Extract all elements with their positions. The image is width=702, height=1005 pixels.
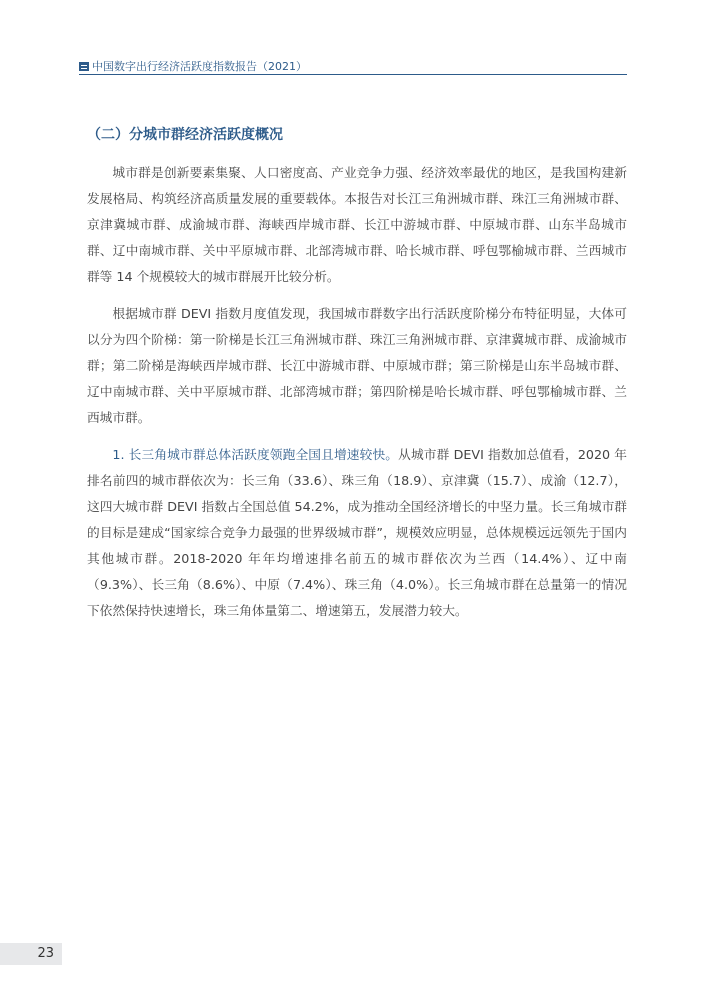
paragraph-tiers: 根据城市群 DEVI 指数月度值发现，我国城市群数字出行活跃度阶梯分布特征明显，大体可以分为四个阶梯：第一阶梯是长江三角洲城市群、珠江三角洲城市群、京津冀城市群、成渝城市群；第二阶梯是海峡西岸城市群、长江中游城市群、中原城市群；第三阶梯是山东半岛城市群、辽中南城市群、关中平原城市群、北部湾城市群；第四阶梯是哈长城市群、呼包鄂榆城市群、兰西城市群。 [87, 306, 627, 425]
section-heading: （二）分城市群经济活跃度概况 [87, 127, 283, 143]
paragraph-yangtze-delta [87, 442, 627, 624]
page-number: 23 [37, 946, 54, 961]
report-book-icon [79, 62, 89, 71]
report-title: 中国数字出行经济活跃度指数报告（2021） [92, 60, 307, 73]
paragraph-lead-heading: 1. 长三角城市群总体活跃度领跑全国且增速较快。 [112, 447, 399, 462]
header-divider [79, 74, 627, 75]
paragraph-intro: 城市群是创新要素集聚、人口密度高、产业竞争力强、经济效率最优的地区，是我国构建新发展格局、构筑经济高质量发展的重要载体。本报告对长江三角洲城市群、珠江三角洲城市群、京津冀城市群、成渝城市群、海峡西岸城市群、长江中游城市群、中原城市群、山东半岛城市群、辽中南城市群、关中平原城市群、北部湾城市群、哈长城市群、呼包鄂榆城市群、兰西城市群等 14 个规模较大的城市群展开比较分析。 [87, 165, 627, 284]
paragraph-body: 从城市群 DEVI 指数加总值看，2020 年排名前四的城市群依次为：长三角（33.6）、珠三角（18.9）、京津冀（15.7）、成渝（12.7），这四大城市群 DEVI 指数占全国总值 54.2%，成为推动全国经济增长的中坚力量。长三角城市群的目标是建成“国家综合竞争力最强的世界级城市群”，规模效应明显，总体规模远远领先于国内其他城市群。2018-2020 年年均增速排名前五的城市群依次为兰西（14.4%）、辽中南（9.3%）、长三角（8.6%）、中原（7.4%）、珠三角（4.0%）。长三角城市群在总量第一的情况下依然保持快速增长，珠三角体量第二、增速第五，发展潜力较大。 [87, 447, 627, 618]
running-header [79, 59, 307, 73]
page-number-box [0, 943, 62, 965]
